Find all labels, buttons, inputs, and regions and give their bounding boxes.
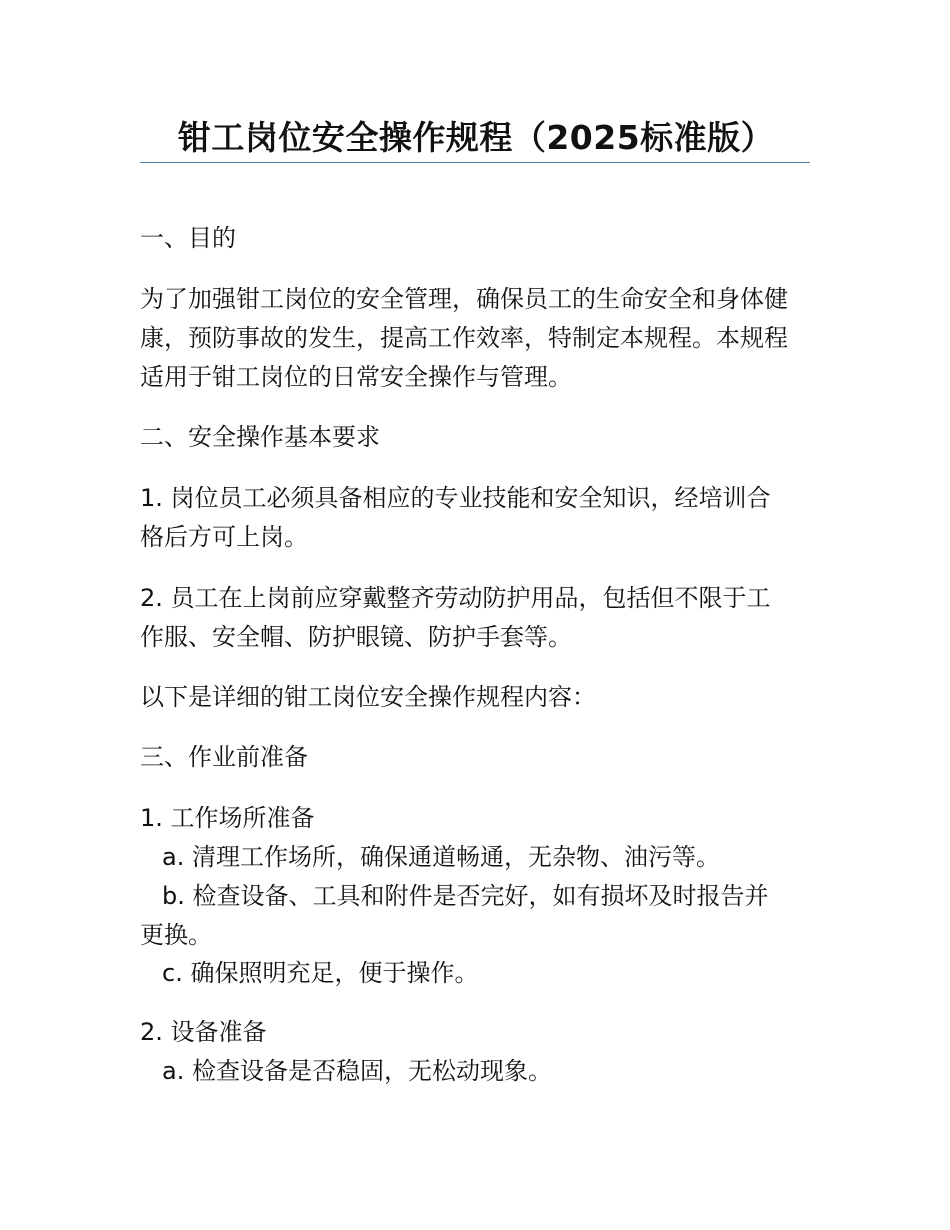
purpose-paragraph-line-2: 康，预防事故的发生，提高工作效率，特制定本规程。本规程 bbox=[140, 324, 788, 352]
basic-item-2-line-2: 作服、安全帽、防护眼镜、防护手套等。 bbox=[140, 623, 572, 651]
workplace-heading: 1. 工作场所准备 bbox=[140, 804, 315, 832]
workplace-item-b-line-2: 更换。 bbox=[140, 921, 212, 949]
purpose-paragraph-line-3: 适用于钳工岗位的日常安全操作与管理。 bbox=[140, 363, 572, 391]
title-underline bbox=[140, 162, 810, 163]
workplace-item-c: c. 确保照明充足，便于操作。 bbox=[162, 959, 479, 987]
document-title: 钳工岗位安全操作规程（2025标准版） bbox=[177, 118, 775, 157]
section-heading-preparation: 三、作业前准备 bbox=[140, 743, 308, 771]
equipment-item-a: a. 检查设备是否稳固，无松动现象。 bbox=[162, 1057, 552, 1085]
basic-item-1-line-1: 1. 岗位员工必须具备相应的专业技能和安全知识，经培训合 bbox=[140, 484, 771, 512]
section-heading-basic-requirements: 二、安全操作基本要求 bbox=[140, 423, 380, 451]
equipment-heading: 2. 设备准备 bbox=[140, 1018, 267, 1046]
workplace-item-b-line-1: b. 检查设备、工具和附件是否完好，如有损坏及时报告并 bbox=[162, 882, 769, 910]
intro-sentence: 以下是详细的钳工岗位安全操作规程内容： bbox=[140, 683, 596, 711]
basic-item-1-line-2: 格后方可上岗。 bbox=[140, 523, 308, 551]
workplace-item-a: a. 清理工作场所，确保通道畅通，无杂物、油污等。 bbox=[162, 843, 720, 871]
document-page bbox=[140, 0, 812, 1230]
section-heading-purpose: 一、目的 bbox=[140, 224, 236, 252]
basic-item-2-line-1: 2. 员工在上岗前应穿戴整齐劳动防护用品，包括但不限于工 bbox=[140, 584, 771, 612]
purpose-paragraph-line-1: 为了加强钳工岗位的安全管理，确保员工的生命安全和身体健 bbox=[140, 285, 788, 313]
